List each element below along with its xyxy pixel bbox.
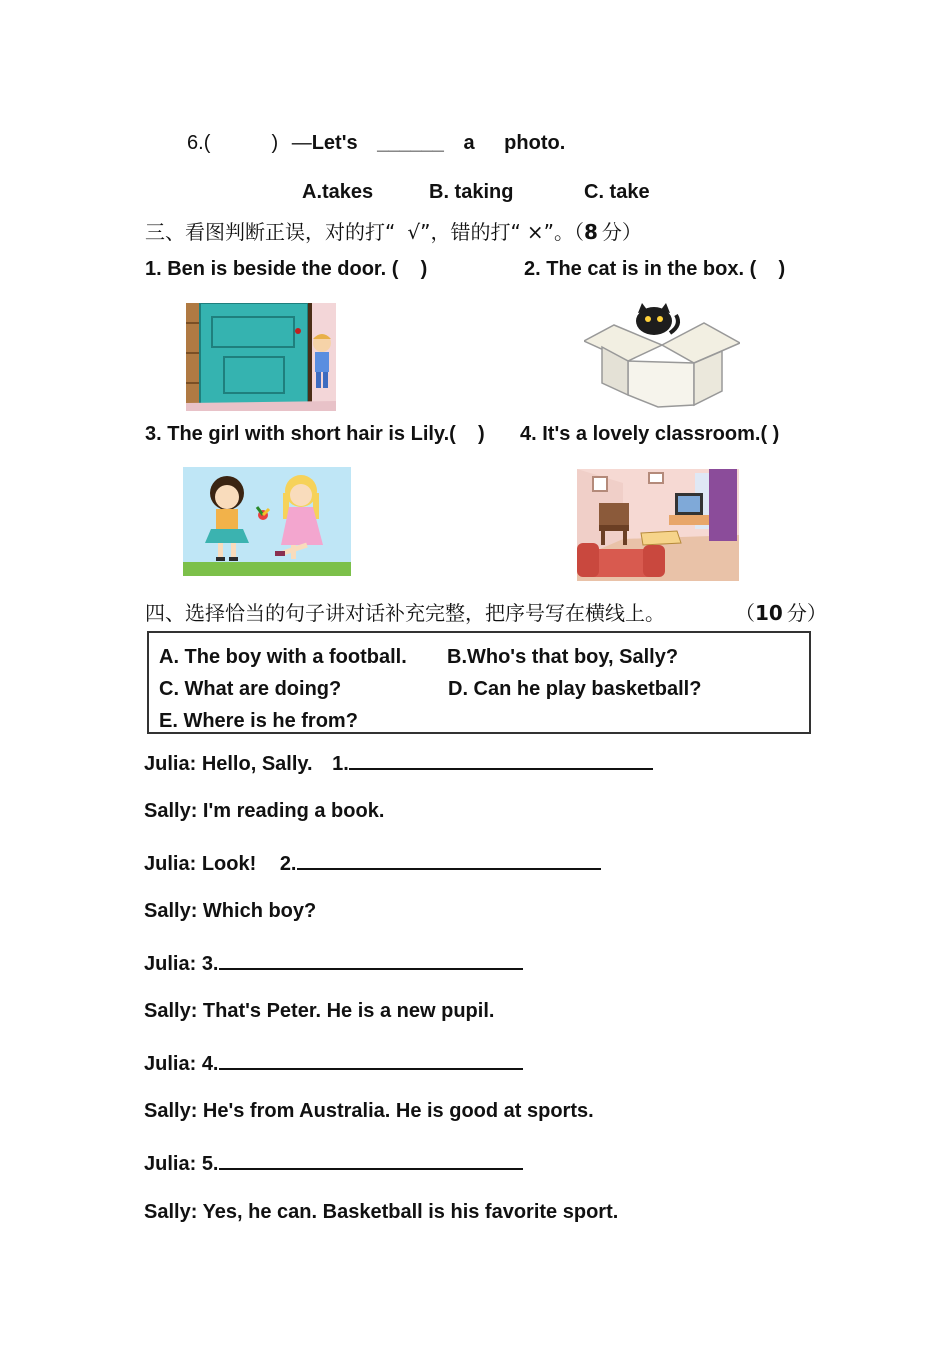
dialogue-text: Yes, he can. Basketball is his favorite sport. <box>202 1201 619 1223</box>
section4-score: 10 <box>755 601 783 625</box>
answer-blank-5[interactable] <box>219 1150 523 1170</box>
judge-item-3-text: 3. The girl with short hair is Lily. <box>145 423 450 445</box>
option-a: A. The boy with a football. <box>159 646 407 668</box>
section3-score-unit: 分） <box>601 220 642 244</box>
blank-number: 2. <box>279 853 297 875</box>
q6-number: 6. <box>187 132 204 154</box>
answer-blank-2[interactable] <box>297 850 601 870</box>
judge-item-1-paren[interactable]: ( ) <box>391 258 428 280</box>
judge-item-2-text: 2. The cat is in the box. <box>524 258 745 280</box>
section4-score-label <box>735 597 827 626</box>
dialogue-line-1 <box>144 750 653 776</box>
option-b: B.Who's that boy, Sally? <box>447 646 679 668</box>
dialogue-line-4 <box>144 900 316 923</box>
dialogue-line-9 <box>144 1150 523 1176</box>
blank-number: 4. <box>201 1053 219 1075</box>
q6-line <box>187 132 565 155</box>
cross-mark: × <box>526 220 544 244</box>
dialogue-line-10 <box>144 1201 618 1224</box>
judge-item-3 <box>145 423 485 446</box>
section4-heading-text: 四、选择恰当的句子讲对话补充完整，把序号写在横线上。 <box>145 601 665 625</box>
dialogue-text: I'm reading a book. <box>202 800 385 822</box>
section4-score-unit: 分） <box>786 601 827 625</box>
speaker-label: Julia: <box>144 1053 197 1075</box>
q6-text-mid: a <box>463 132 475 154</box>
dialogue-text: That's Peter. He is a new pupil. <box>202 1000 495 1022</box>
option-e: E. Where is he from? <box>159 710 358 732</box>
section3-heading-pre: 三、看图判断正误，对的打“ <box>145 220 396 244</box>
dialogue-line-7 <box>144 1050 523 1076</box>
judge-item-4-text: 4. It's a lovely classroom. <box>520 423 761 445</box>
q6-paren-close: ) <box>271 132 279 154</box>
speaker-label: Julia: <box>144 953 197 975</box>
section3-heading-mid: ”，错的打“ <box>420 220 521 244</box>
q6-blank: ______ <box>377 132 444 154</box>
speaker-label: Julia: <box>144 753 197 775</box>
living-room-picture <box>577 469 739 581</box>
q6-text-before: Let's <box>311 132 358 154</box>
dialogue-line-5 <box>144 950 523 976</box>
judge-item-4 <box>520 423 779 446</box>
option-d: D. Can he play basketball? <box>448 678 702 700</box>
dialogue-line-2 <box>144 800 384 823</box>
answer-blank-3[interactable] <box>219 950 523 970</box>
section4-score-open: （ <box>735 601 755 625</box>
two-girls-picture <box>183 467 351 576</box>
speaker-label: Sally: <box>144 1100 198 1122</box>
speaker-label: Sally: <box>144 800 198 822</box>
q6-option-c: C. take <box>584 181 650 203</box>
judge-item-4-paren[interactable]: ( ) <box>760 423 780 445</box>
answer-blank-4[interactable] <box>219 1050 523 1070</box>
answer-blank-1[interactable] <box>349 750 653 770</box>
judge-item-3-paren[interactable]: ( ) <box>449 423 485 445</box>
speaker-label: Julia: <box>144 853 197 875</box>
blank-number: 3. <box>201 953 219 975</box>
blank-number: 1. <box>332 753 349 775</box>
dialogue-text: He's from Australia. He is good at sports. <box>202 1100 594 1122</box>
speaker-label: Sally: <box>144 900 198 922</box>
option-c: C. What are doing? <box>159 678 342 700</box>
q6-option-a: A.takes <box>302 181 374 203</box>
cat-box-picture <box>584 303 740 409</box>
door-boy-picture <box>186 303 336 411</box>
q6-paren-open: ( <box>203 132 211 154</box>
dialogue-line-6 <box>144 1000 494 1023</box>
section3-score: 8 <box>584 220 598 244</box>
judge-item-2 <box>524 258 785 281</box>
check-mark: √ <box>407 220 421 244</box>
q6-dash: — <box>291 132 312 154</box>
section3-heading <box>145 216 642 245</box>
dialogue-line-3 <box>144 850 601 876</box>
dialogue-text: Hello, Sally. <box>201 753 313 775</box>
dialogue-line-8 <box>144 1100 594 1123</box>
speaker-label: Sally: <box>144 1000 198 1022</box>
section4-heading <box>145 597 665 626</box>
blank-number: 5. <box>201 1153 219 1175</box>
judge-item-1 <box>145 258 427 281</box>
q6-text-after: photo. <box>504 132 566 154</box>
judge-item-1-text: 1. Ben is beside the door. <box>145 258 387 280</box>
speaker-label: Julia: <box>144 1153 197 1175</box>
section3-heading-post: ”。（ <box>543 220 584 244</box>
judge-item-2-paren[interactable]: ( ) <box>749 258 786 280</box>
dialogue-text: Which boy? <box>202 900 317 922</box>
q6-option-b: B. taking <box>429 181 514 203</box>
dialogue-text: Look! <box>201 853 257 875</box>
speaker-label: Sally: <box>144 1201 198 1223</box>
